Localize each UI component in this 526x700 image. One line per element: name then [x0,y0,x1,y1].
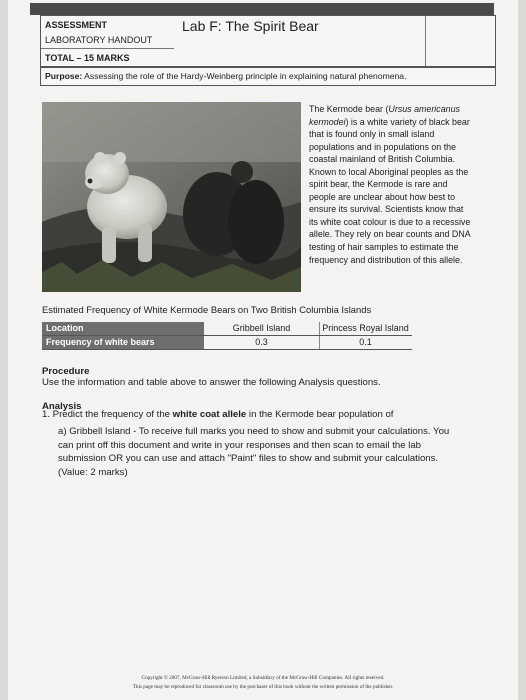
cell-princess-royal: Princess Royal Island [322,323,409,333]
copyright-line: Copyright © 2007, McGraw-Hill Ryerson Limited, a Subsidiary of the McGraw-Hill Companies. All rights reserved. [141,675,385,681]
question-1a-line: (Value: 2 marks) [58,466,128,478]
table-caption: Estimated Frequency of White Kermode Bears on Two British Columbia Islands [42,304,372,315]
purpose-box [40,67,496,86]
latin-genus: Ursus americanus [388,104,460,114]
purpose-label: Purpose: [45,71,83,81]
total-marks: TOTAL – 15 MARKS [45,53,130,63]
intro-paragraph [309,103,499,266]
question-1a-line: a) Gribbell Island - To receive full marks you need to show and submit your calculations. You [58,426,450,437]
table-row [42,336,412,350]
intro-line: its white coat colour is due to a recessive [309,216,471,227]
latin-subspecies: kermodei [309,116,346,127]
intro-line: testing of hair samples to estimate the [309,242,459,253]
question-1-bold: white coat allele [172,409,247,420]
question-1a-line: can print off this document and write in your responses and then scan to email the lab [58,439,421,451]
question-1a [58,425,508,479]
question-1-suffix: in the Kermode bear population of [246,409,394,420]
procedure-heading: Procedure [42,366,90,377]
header-left-cell [41,16,174,66]
top-banner [30,3,494,15]
question-1-prefix: 1. Predict the frequency of the [42,409,173,420]
intro-line: coastal mainland of British Columbia. [309,154,456,165]
intro-line: The Kermode bear (Ursus americanus [309,104,460,114]
intro-line: spirit bear, the Kermode is rare and [309,179,448,190]
lab-title: Lab F: The Spirit Bear [182,18,319,34]
row-label-frequency: Frequency of white bears [42,336,204,349]
purpose-text: Assessing the role of the Hardy-Weinberg principle in explaining natural phenomena. [84,71,407,81]
bear-photo-illustration [42,102,301,292]
intro-line: ensure its survival. Scientists know that [309,204,464,215]
header-divider [41,48,174,49]
table-row [42,322,412,336]
header-box [40,15,496,67]
question-1 [42,409,393,420]
cell-princess-royal-frequency: 0.1 [359,337,372,347]
intro-line: kermodei) is a white variety of black bear [309,116,470,127]
reproduction-notice: This page may be reproduced for classroom use by the purchaser of this book without the written permission of the publisher. [132,684,394,690]
analysis-heading: Analysis [42,401,82,412]
intro-line: allele. They rely on bear counts and DNA [309,229,471,240]
header-divider-right [425,16,426,66]
handout-label: LABORATORY HANDOUT [45,35,153,45]
intro-line: that is found only in small island [309,129,435,140]
intro-line: populations and in populations on the [309,141,457,152]
spirit-bear-photo [42,102,301,292]
intro-line: frequency and distribution of this allele. [309,254,463,265]
question-1a-line: submission OR you can use and attach "Paint" files to show and submit your calculations. [58,453,439,465]
intro-line: Known to local Aboriginal peoples as the [309,166,469,177]
assessment-label: ASSESSMENT [45,20,108,30]
procedure-text: Use the information and table above to answer the following Analysis questions. [42,377,381,388]
cell-gribbell: Gribbell Island [232,323,291,333]
frequency-table [42,322,412,350]
cell-gribbell-frequency: 0.3 [255,337,268,347]
row-label-location: Location [42,322,204,335]
intro-line: people are unclear about how best to [309,191,456,202]
